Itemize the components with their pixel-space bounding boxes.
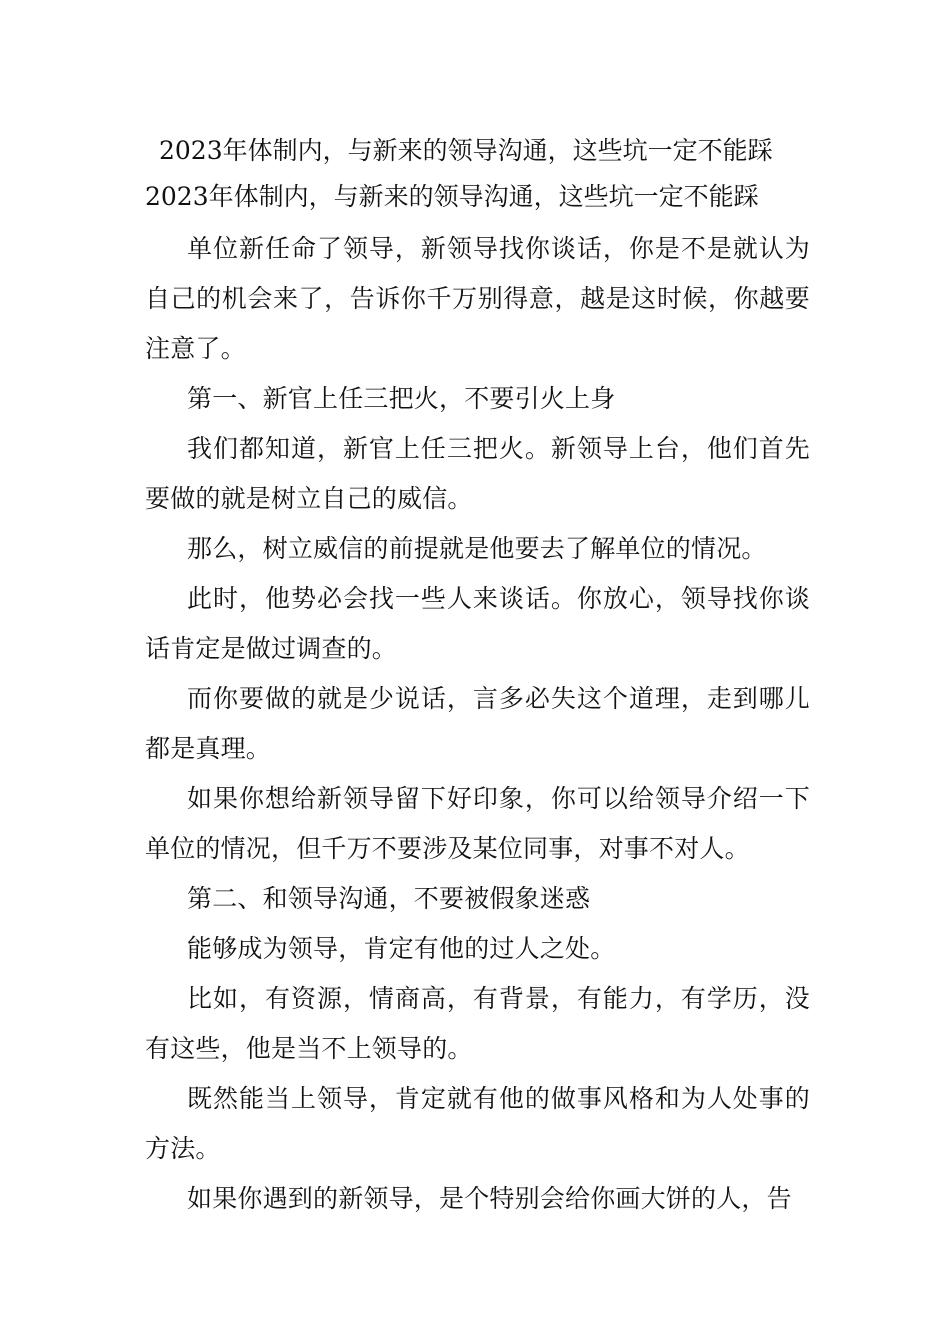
paragraph: 如果你想给新领导留下好印象，你可以给领导介绍一下单位的情况，但千万不要涉及某位同事，对事不对人。 — [145, 784, 810, 863]
paragraph: 能够成为领导，肯定有他的过人之处。 — [187, 934, 616, 963]
paragraph: 我们都知道，新官上任三把火。新领导上台，他们首先要做的就是树立自己的威信。 — [145, 434, 810, 513]
section-heading-2: 第二、和领导沟通，不要被假象迷惑 — [187, 884, 591, 913]
document-body — [145, 128, 810, 1224]
paragraph-truncated: 如果你遇到的新领导，是个特别会给你画大饼的人，告 — [187, 1184, 792, 1213]
paragraph: 既然能当上领导，肯定就有他的做事风格和为人处事的方法。 — [145, 1084, 810, 1163]
paragraph: 比如，有资源，情商高，有背景，有能力，有学历，没有这些，他是当不上领导的。 — [145, 984, 810, 1063]
document-title-repeat: 2023年体制内，与新来的领导沟通，这些坑一定不能踩 — [145, 182, 759, 211]
document-title: 2023年体制内，与新来的领导沟通，这些坑一定不能踩 — [159, 136, 773, 165]
paragraph: 此时，他势必会找一些人来谈话。你放心，领导找你谈话肯定是做过调查的。 — [145, 584, 810, 663]
paragraph: 而你要做的就是少说话，言多必失这个道理，走到哪儿都是真理。 — [145, 684, 810, 763]
paragraph: 那么，树立威信的前提就是他要去了解单位的情况。 — [187, 534, 767, 563]
section-heading-1: 第一、新官上任三把火，不要引火上身 — [187, 384, 616, 413]
paragraph-intro: 单位新任命了领导，新领导找你谈话，你是不是就认为自己的机会来了，告诉你千万别得意，越是这时候，你越要注意了。 — [145, 234, 810, 363]
